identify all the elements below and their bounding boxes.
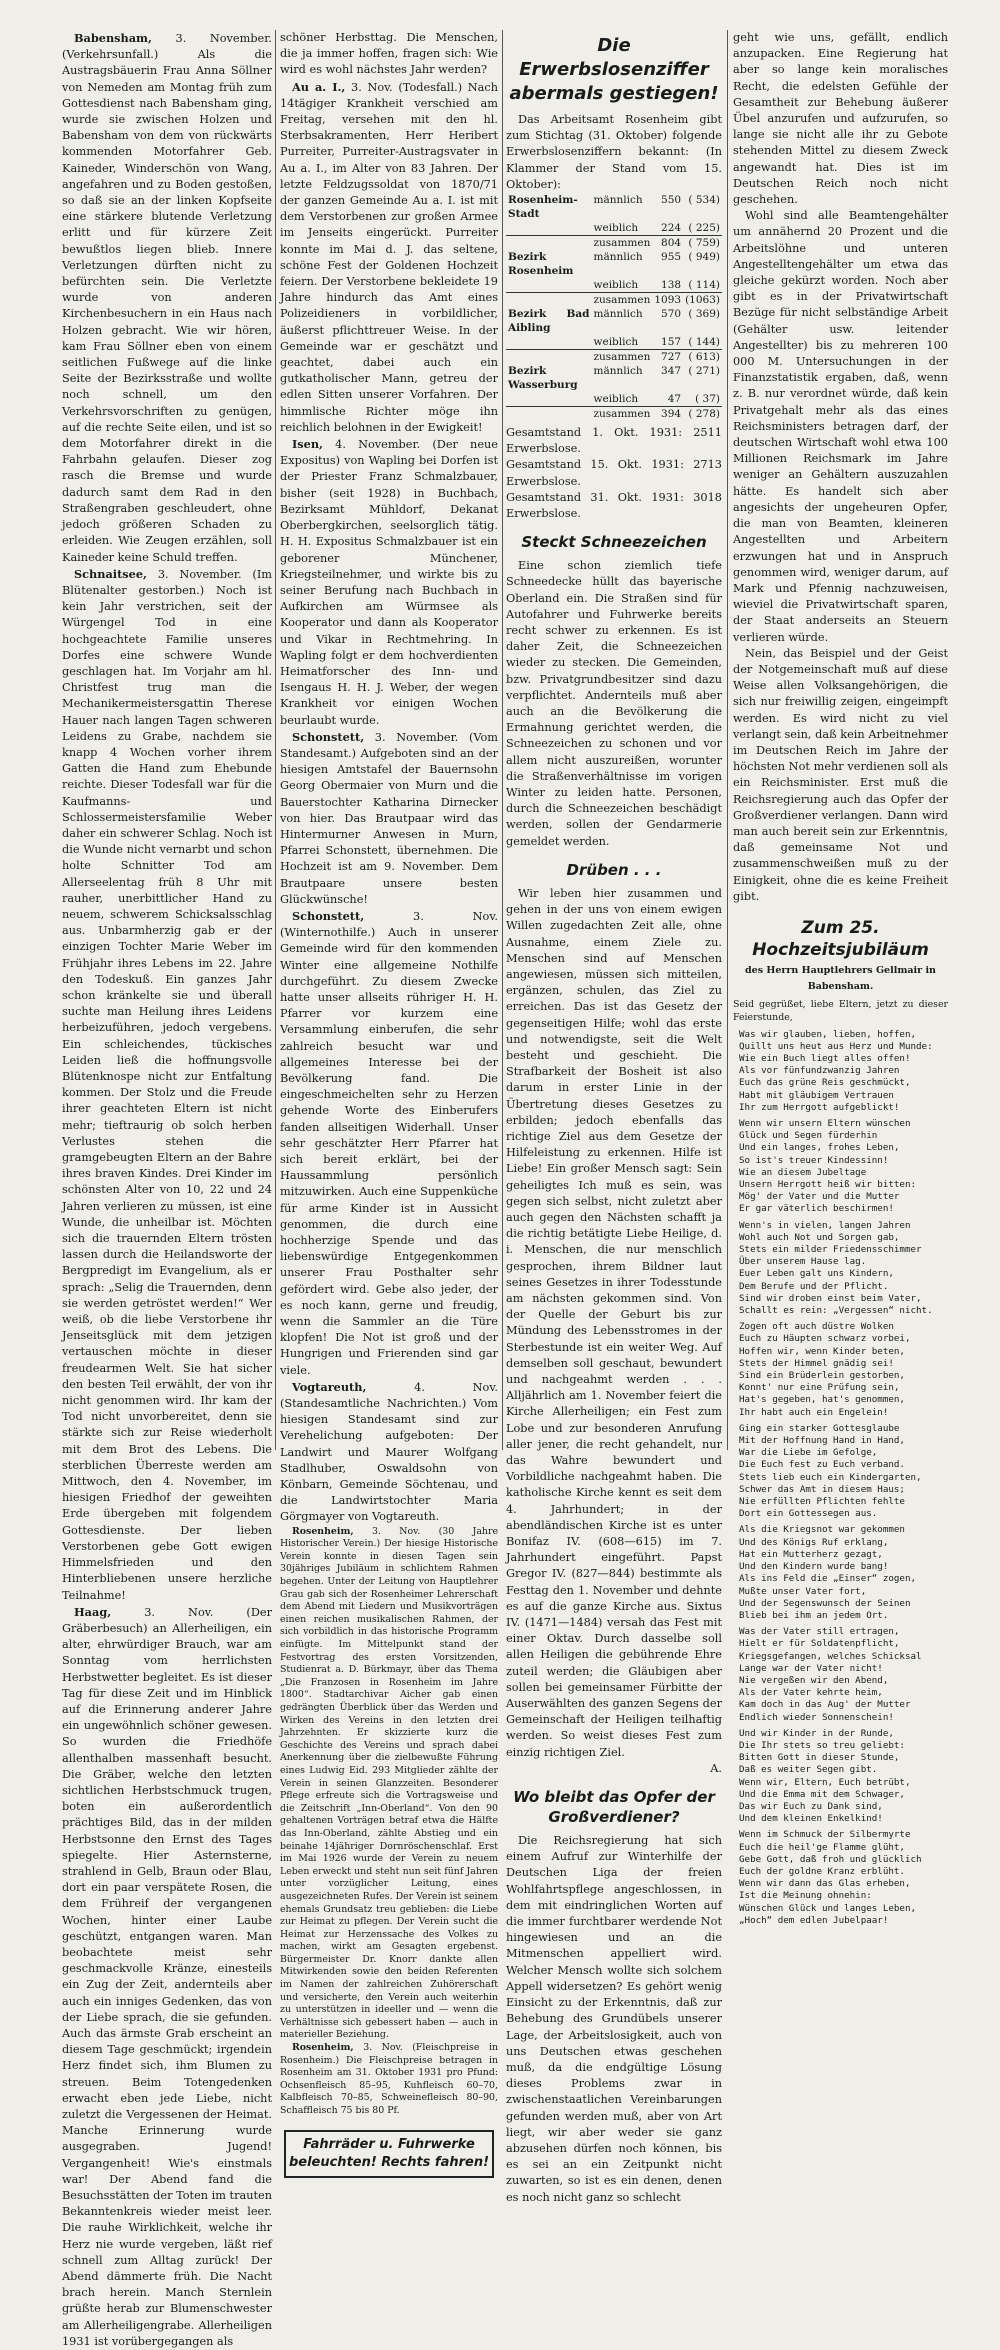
stats-sum-cell: 394	[652, 407, 683, 422]
column-rule	[502, 30, 503, 1450]
article-continuation: geht wie uns, gefällt, endlich anzupacken. Eine Regierung hat aber so lange kein moralisches Recht, die edelsten Gefühle der Gesamtheit zur Behebung äußerer Übel anzurufen und aufzurufen, so lange sie nicht alle ihr zu Gebote stehenden Mittel zu diesem Zweck angewandt hat. Dies ist im Deutschen Reich noch nicht geschehen.	[733, 31, 948, 207]
stats-place: Bezirk Bad Aibling	[508, 308, 590, 335]
stats-sum-row	[506, 350, 722, 365]
article-paragraph: Nein, das Beispiel und der Geist der Notgemeinschaft muß auf diese Weise allen Volksangehörigen, die sich nur freiwillig zeigen, eingeimpft werden. Es wird nicht zu viel verlangt sein, daß kein Arbeitnehmer im Deutschen Reich im Jahre der höchsten Not mehr verdienen soll als ein Reichsminister. Erst muß die Reichsregierung auch das Opfer der Großverdiener verlangen. Dann wird man auch bereit sein zur Erkenntnis, daß gemeinsame Not und zusammenschweißen muß zu der Einigkeit, ohne die es keine Freiheit gibt.	[733, 646, 948, 903]
stats-cell: 157	[661, 336, 682, 349]
stats-place: Rosenheim-Stadt	[508, 194, 578, 221]
stats-sum-cell: ( 759)	[683, 236, 722, 251]
article-paragraph: Wohl sind alle Beamtengehälter um annähernd 20 Prozent und die Arbeitslöhne und unteren Angestelltengehälter um etwa das gleiche gekürzt worden. Noch aber gibt es in der Privatwirtschaft Bezüge für nicht selbständige Arbeit (Gehälter usw. leitender Angestellter) bis zu mehreren 100 000 M. Untersuchungen in der Finanzstatistik ergaben, daß, wenn z. B. nur verordnet würde, daß kein Privatgehalt mehr als das eines Reichsministers betragen darf, der deutschen Wirtschaft wohl etwa 100 Millionen Reichsmark im Jahre weniger an Gehältern auszuzahlen hätte. Es handelt sich aber angesichts der ungeheuren Opfer, die man von Beamten, kleineren Angestellten und Arbeitern erzwungen hat und in Anspruch genommen wird, weniger darum, auf Mark und Pfennig nachzuweisen, wieviel die Privatwirtschaft sparen, der Staat anderseits an Steuern verlieren würde.	[733, 209, 948, 644]
stats-cell: weiblich	[593, 393, 639, 406]
article-text: 3. Nov. (Todesfall.) Nach 14tägiger Krankheit verschied am Freitag, versehen mit den hl. Sterbsakramenten, Herr Heribert Purreiter, Purreiter-Austragsvater in Au a. I., im Alter von 83 Jahren. Der letzte Feldzugssoldat von 1870/71 der ganzen Gemeinde Au a. I. ist mit dem Verstorbenen zur großen Armee im Jenseits eingerückt. Purreiter konnte im Mai d. J. das seltene, schöne Fest der Goldenen Hochzeit feiern. Der Verstorbene bekleidete 19 Jahre hindurch das Amt eines Polizeidieners in vorbildlicher, äußerst pflichttreuer Weise. In der Gemeinde war er geschätzt und geachtet, dabei auch ein gutkatholischer Mann, getreu der edlen Sitten unserer Vorfahren. Der himmlische Richter möge ihn reichlich belohnen in der Ewigkeit!	[280, 80, 498, 434]
article-continuation: schöner Herbsttag. Die Menschen, die ja immer hoffen, fragen sich: Wie wird es wohl nächstes Jahr werden?	[280, 31, 498, 77]
total-line: Gesamtstand 1. Okt. 1931: 2511 Erwerbslose.	[506, 426, 722, 456]
poem-stanza: Was der Vater still ertragen, Hielt er für Soldatenpflicht, Kriegsgefangen, welches Schicksal Lange war der Vater nicht! Nie vergeßen wir den Abend, Als der Vater kehrte heim, Kam doch in das Aug' der Mutter Endlich wieder Sonnenschein!	[739, 1626, 922, 1723]
dateline: Isen,	[292, 437, 323, 452]
stats-sum-row	[506, 407, 722, 422]
totals	[506, 425, 722, 522]
stats-sum-cell: zusammen	[593, 408, 651, 421]
dateline: Au a. I.,	[292, 79, 346, 94]
article-schonstett-standesamt	[280, 729, 498, 908]
stats-row	[506, 307, 722, 335]
article-text: 4. Nov. (Standesamtliche Nachrichten.) Vom hiesigen Standesamt sind zur Verehelichung aufgeboten: Der Landwirt und Maurer Wolfgang Stadlhuber, Oswaldsohn von Könbarn, Gemeinde Söchtenau, und die Landwirtstochter Maria Görgmayer von Vogtareuth.	[280, 1380, 498, 1524]
stats-row	[506, 364, 722, 392]
stats-place	[506, 236, 592, 251]
article-text: 3. November. (Im Blütenalter gestorben.) Noch ist kein Jahr verstrichen, seit der Würgengel Tod in eine hochgeachtete Familie unseres Dorfes eine schwere Wunde geschlagen hat. Im Vorjahr am hl. Christfest trug man die Mechanikermeistersgattin Therese Hauer nach langen Tagen schweren Leidens zu Grabe, nachdem sie knapp 4 Wochen vorher ihrem Gatten die Hand zum Ehebunde reichte. Dieser Todesfall war für die Kaufmanns- und Schlossermeistersfamilie Weber daher ein schwerer Schlag. Noch ist die Wunde nicht vernarbt und schon holte Schnitter Tod am Allerseelentag früh 8 Uhr mit rauher, unerbittlicher Hand zu neuem, schwerem Schicksalsschlag aus. Unbarmherzig gab er der einzigen Tochter Marie Weber im Frühjahr ihres Lebens im 22. Jahre den Todeskuß. Ein ganzes Jahr schon kränkelte sie und überall suchte man Heilung ihres Leidens herbeizuführen, jedoch vergebens. Ein schleichendes, tückisches Leiden ließ die hoffnungsvolle Blütenknospe nicht zur Entfaltung kommen. Der Stolz und die Freude ihrer geachteten Eltern ist nicht mehr; tieftraurig ob solch herben Verlustes stehen die gramgebeugten Eltern an der Bahre ihres braven Kindes. Drei Kinder im schönsten Alter von 10, 22 und 24 Jahren verlieren zu müssen, ist eine Wunde, die unheilbar ist. Möchten sich die trauernden Eltern trösten lassen durch die Heilandsworte der Bergpredigt im Evangelium, als er sprach: „Selig die Trauernden, denn sie werden getröstet werden!“ Wer weiß, ob die liebe Verstorbene ihr Jenseitsglück mit dem jetzigen vertauschen möchte in dieser freudearmen Welt. Sie hat sicher den besten Teil erwählt, der von ihr nicht genommen wird. Ihr kam der Tod nicht unvorbereitet, denn sie stärkte sich zur Reise wiederholt mit dem Brot des Lebens. Die sterblichen Überreste werden am Mittwoch, den 4. November, im hiesigen Friedhof der geweihten Erde übergeben mit folgendem Gottesdienste. Der lieben Verstorbenen gebe Gott ewigen Himmelsfrieden und den Hinterbliebenen unsere herzliche Teilnahme!	[62, 567, 272, 1602]
article-fleischpreise	[280, 2042, 498, 2118]
poem-stanza: Und wir Kinder in der Runde, Die Ihr stets so treu geliebt: Bitten Gott in dieser Stunde, Daß es weiter Segen gibt. Wenn wir, Eltern, Euch betrübt, Und die Emma mit dem Schwager, Das wir Euch zu Dank sind, Und dem kleinen Enkelkind!	[739, 1727, 911, 1825]
article-opfer: Die Reichsregierung hat sich einem Aufruf zur Winterhilfe der Deutschen Liga der freien Wohlfahrtspflege angeschlossen, in dem mit eindringlichen Worten auf die immer furchtbarer werdende Not hingewiesen und an die Mitmenschen appelliert wird. Welcher Mensch wollte sich solchem Appell widersetzen? Es gehört wenig Einsicht zu der Erkenntnis, daß zur Behebung des Grundübels unserer Lage, der Arbeitslosigkeit, auch von uns Deutschen etwas geschehen muß, da die endgültige Lösung dieses Problems zwar in zwischenstaatlichen Vereinbarungen gefunden werden muß, aber von Art liegt, wir aber weder sie ganz abzusehen dürfen noch können, bis es sei an ein Zeitpunkt nicht zuwarten, so ist es ein denen, denen es noch nicht ganz so schlecht	[506, 1834, 722, 2204]
stats-sum-cell: zusammen	[593, 294, 651, 307]
stats-place	[506, 350, 592, 365]
stats-cell: ( 114)	[688, 279, 720, 292]
article-text: 3. Nov. (30 Jahre Historischer Verein.) Der hiesige Historische Verein konnte in diesen Tagen sein 30jähriges Jubiläum in schlichtem Rahmen begehen. Unter der Leitung von Hauptlehrer Grau gab sich der Rosenheimer Lehrerschaft dem Abend mit Liedern und Musikvorträgen einen reichen musikalischen Rahmen, der sich vorbildlich in das historische Programm einfügte. Im Mittelpunkt stand der Festvortrag des ersten Vorsitzenden, Studienrat a. D. Bürkmayr, über das Thema „Die Franzosen in Rosenheim im Jahre 1800“. Stadtarchivar Aicher gab einen gedrängten Überblick über das Werden und Wirken des Vereins in den letzten drei Jahrzehnten. Er skizzierte kurz die Geschichte des Vereins und sprach dabei Anerkennung über die zielbewußte Führung eines Ludwig Eid. 293 Mitglieder zählte der Verein in seinen Glanzzeiten. Besonderer Pflege erfreute sich die Vortragsweise und die Zeitschrift „Inn-Oberland“. Von den 90 gehaltenen Vorträgen betraf etwa die Hälfte das Inn-Oberland, zählte Abstieg und ein beinahe 14jähriger Dornröschenschlaf. Erst im Mai 1926 wurde der Verein zu neuem Leben erweckt und steht nun seit fünf Jahren unter vorzüglicher Leitung, eines ausgezeichneten Rufes. Der Verein ist seinem ehemals Grundsatz treu geblieben: die Liebe zur Heimat zu pflegen. Der Verein sucht die Heimat zur Herzenssache des Volkes zu machen, wirkt am Gesagten ergebenst. Bürgermeister Dr. Knorr dankte allen Mitwirkenden sowie den beiden Referenten im Namen der zahlreichen Zuhörerschaft und versicherte, den Verein auch weiterhin zu unterstützen in ideeller und — wenn die Verhältnisse sich gebessert haben — auch in materieller Beziehung.	[280, 1525, 498, 2041]
stats-place: Bezirk Wasserburg	[508, 365, 578, 392]
stats-sum-cell: zusammen	[593, 237, 651, 250]
stats-cell: 550	[661, 194, 682, 207]
poem-stanza: Ging ein starker Gottesglaube Mit der Hoffnung Hand in Hand, War die Liebe im Gefolge, Die Euch fest zu Euch verband. Stets lieb euch ein Kindergarten, Schwer das Amt in diesem Haus; Nie erfüllten Pflichten fehlte Dort ein Gottessegen aus.	[739, 1422, 922, 1520]
dateline: Haag,	[74, 1604, 112, 1619]
article-haag	[62, 1604, 272, 2350]
stats-cell: männlich	[593, 365, 643, 378]
headline-opfer: Wo bleibt das Opfer der Großverdiener?	[513, 1788, 715, 1827]
total-line: Gesamtstand 31. Okt. 1931: 3018 Erwerbslose.	[506, 490, 722, 521]
article-drueben: Wir leben hier zusammen und gehen in der uns von einem ewigen Willen zugedachten Zeit alle, ohne Ausnahme, einem Ziele zu. Menschen sind auf Menschen angewiesen, müssen sich mitteilen, ergänzen, schulen, das Ziel zu erreichen. Das ist das Gesetz der gegenseitigen Hilfe; wohl das erste und notwendigste, seit die Welt besteht und geschieht. Die Strafbarkeit der Bosheit ist also darum in erster Linie in der Übertretung dieses Gesetzes zu erbilden; jedoch ebenfalls das richtige Ziel aus dem Gesetze der Hilfeleistung zu erkennen. Hilfe ist Liebe! Ein großer Mensch sagt: Sein geheiligtes Ich muß es sein, was gegen sich selbst, nicht zuletzt aber auch gegen den Nächsten schafft ja die richtig betätigte Liebe Heilige, d. i. Menschen, die nur menschlich gesprochen, ihrem Bildner laut seines Gesetzes in ihrer Todesstunde am nächsten gekommen sind. Von der Quelle der Geburt bis zur Mündung des Lebensstromes in der Sterbestunde ist ein weiter Weg. Auf demselben soll geschaut, bewundert und nachgeahmt werden . . . Alljährlich am 1. November feiert die Kirche Allerheiligen; ein Fest zum Lobe und zur besonderen Anrufung aller jener, die recht gehandelt, nur das Wahre bewundert und Vorbildliche nachgeahmt haben. Die katholische Kirche kennt es seit dem 4. Jahrhundert; in der abendländischen Kirche ist es unter Bonifaz IV. (608—615) im 7. Jahrhundert eingeführt. Papst Gregor IV. (827—844) bestimmte als Festtag den 1. November und dehnte es auf die ganze Kirche aus. Sixtus IV. (1471—1484) versah das Fest mit einer Oktav. Durch dasselbe soll allen Heiligen die gebührende Ehre zuteil werden; die Gläubigen aber sollen bei gemeinsamer Fürbitte der Auserwählten des ganzen Segens der Gemeinschaft der Heiligen teilhaftig werden. So weist dieses Fest zum einzig richtigen Ziel.	[506, 886, 722, 1759]
stats-sum-row	[506, 293, 722, 308]
stats-place	[506, 221, 592, 236]
stats-row	[506, 250, 722, 278]
stats-cell: männlich	[593, 251, 643, 264]
dateline: Rosenheim,	[292, 2042, 354, 2054]
stats-row	[506, 392, 722, 407]
stats-place	[506, 407, 592, 422]
column-2	[280, 30, 498, 2190]
stats-cell: 224	[661, 222, 682, 235]
stats-cell: ( 225)	[688, 222, 720, 235]
stats-place	[506, 335, 592, 350]
stats-cell: ( 144)	[688, 336, 720, 349]
headline-schneezeichen: Steckt Schneezeichen	[521, 533, 707, 552]
stats-cell: ( 369)	[688, 308, 720, 321]
stats-place	[506, 293, 592, 308]
stats-sum-row	[506, 236, 722, 251]
unemployment-table	[506, 193, 722, 421]
poem-stanza: Wenn's in vielen, langen Jahren Wohl auch Not und Sorgen gab, Stets ein milder Friedensschimmer Über unserem Hause lag. Euer Leben galt uns Kindern, Dem Berufe und der Pflicht. Sind wir droben einst beim Vater, Schallt es rein: „Vergessen“ nicht.	[739, 1219, 933, 1317]
article-text: 3. November. (Verkehrsunfall.) Als die Austragsbäuerin Frau Anna Söllner von Nemeden am Montag früh zum Gottesdienst nach Babensham ging, wurde sie zwischen Holzen und Babensham von dem von rückwärts kommenden Motorfahrer Geb. Kaineder, Winderschön von Wang, angefahren und zu Boden gestoßen, so daß sie an der linken Kopfseite eine stärkere blutende Verletzung erlitt und für kürzere Zeit bewußtlos liegen blieb. Innere Verletzungen dürften nicht zu befürchten sein. Die Verletzte wurde von anderen Kirchenbesuchern in ein Haus nach Holzen gebracht. Wie wir hören, kam Frau Söllner eben von einem seitlichen Fußwege auf die linke Seite der Bezirksstraße und wollte noch schnell, um den Verkehrsvorschriften zu genügen, auf die rechte Seite eilen, und ist so dem Motorfahrer direkt in die Fahrbahn gelaufen. Dieser zog rasch die Bremse und wurde dadurch samt dem Rad in den Straßengraben geschleudert, ohne jedoch größeren Schaden zu erleiden. Wie Zeugen erzählen, soll Kaineder keine Schuld treffen.	[62, 32, 272, 564]
stats-sum-cell: 727	[652, 350, 683, 365]
article-schneezeichen: Eine schon ziemlich tiefe Schneedecke hüllt das bayerische Oberland ein. Die Straßen sind für Autofahrer und Fuhrwerke bereits recht schwer zu erkennen. Es ist daher Zeit, die Schneezeichen wieder zu stecken. Die Gemeinden, bzw. Privatgrundbesitzer sind dazu verpflichtet. Andernteils muß aber auch an die Bevölkerung die Ermahnung gerichtet werden, die Schneezeichen zu schonen und vor allem nicht auszureißen, worunter die Straßenverhältnisse im vorigen Winter zu leiden hatte. Personen, durch die Schneezeichen beschädigt werden, sollen der Gendarmerie gemeldet werden.	[506, 559, 722, 848]
headline-jubilaeum: Zum 25. Hochzeitsjubiläum	[752, 917, 929, 960]
column-4	[733, 30, 948, 1931]
stats-place	[506, 278, 592, 293]
total-line: Gesamtstand 15. Okt. 1931: 2713 Erwerbslose.	[506, 458, 722, 488]
dateline: Vogtareuth,	[292, 1379, 367, 1394]
column-rule	[727, 30, 728, 1450]
poem-stanza: Was wir glauben, lieben, hoffen, Quillt uns heut aus Herz und Munde: Wie ein Buch liegt alles offen! Als vor fünfundzwanzig Jahren Euch das grüne Reis geschmückt, Habt mit gläubigem Vertrauen Ihr zum Herrgott aufgeblickt!	[739, 1028, 933, 1113]
stats-cell: ( 949)	[688, 251, 720, 264]
article-text: 3. November. (Vom Standesamt.) Aufgeboten sind an der hiesigen Amtstafel der Bauernsohn Georg Obermaier von Murn und die Bauerstochter Katharina Dirnecker von hier. Das Brautpaar wird das Hintermurner Anwesen in Murn, Pfarrei Schonstett, übernehmen. Die Hochzeit ist am 9. November. Dem Brautpaare unsere besten Glückwünsche!	[280, 730, 498, 906]
poem-stanza: Als die Kriegsnot war gekommen Und des Königs Ruf erklang, Hat ein Mutterherz gezagt, Und den Kindern wurde bang! Als ins Feld die „Einser“ zogen, Mußte unser Vater fort, Und der Segenswunsch der Seinen Blieb bei ihm an jedem Ort.	[739, 1524, 917, 1621]
stats-sum-cell: ( 278)	[683, 407, 722, 422]
article-vogtareuth	[280, 1379, 498, 1526]
article-isen	[280, 436, 498, 729]
poem	[733, 1029, 948, 1927]
headline-erwerbslosenziffer: Die Erwerbslosenziffer abermals gestiegen!	[509, 35, 719, 104]
dateline: Babensham,	[74, 31, 152, 45]
author-signature: A.	[710, 1761, 722, 1775]
article-au	[280, 79, 498, 436]
article-historischer-verein	[280, 1526, 498, 2042]
stats-sum-cell: 804	[652, 236, 683, 251]
dateline: Schonstett,	[292, 908, 365, 923]
stats-cell: weiblich	[593, 279, 639, 292]
article-text: 3. Nov. (Fleischpreise in Rosenheim.) Die Fleischpreise betragen in Rosenheim am 31. Oktober 1931 pro Pfund: Ochsenfleisch 85–95, Kuhfleisch 60–70, Kalbfleisch 70–85, Schweinefleisch 80–90, Schaffleisch 75 bis 80 Pf.	[280, 2042, 498, 2116]
stats-row	[506, 221, 722, 236]
dateline: Schonstett,	[292, 729, 365, 744]
stats-sum-cell: 1093	[654, 294, 682, 307]
stats-place: Bezirk Rosenheim	[508, 251, 574, 278]
poem-stanza: Zogen oft auch düstre Wolken Euch zu Häupten schwarz vorbei, Hoffen wir, wenn Kinder beten, Stets der Himmel gnädig sei! Sind ein Brüderlein gestorben, Konnt' nur eine Prüfung sein, Hat's gegeben, hat's genommen, Ihr habt auch ein Engelein!	[739, 1321, 911, 1418]
stats-cell: ( 271)	[688, 365, 720, 378]
stats-cell: 138	[661, 279, 682, 292]
stats-row	[506, 193, 722, 221]
stats-cell: 955	[661, 251, 682, 264]
column-1	[62, 30, 272, 2350]
dateline: Rosenheim,	[292, 1525, 354, 1537]
stats-intro: Das Arbeitsamt Rosenheim gibt zum Stichtag (31. Oktober) folgende Erwerbslosenziffern bekannt: (In Klammer der Stand vom 15. Oktober):	[506, 113, 722, 191]
article-schonstett-winternothilfe	[280, 908, 498, 1379]
stats-sum-cell: zusammen	[593, 351, 651, 364]
article-text: 3. Nov. (Der Gräberbesuch) an Allerheiligen, ein alter, ehrwürdiger Brauch, war am Sonntag vom herrlichsten Herbstwetter begleitet. Es ist dieser Tag für diese Zeit und im Hinblick auf die Erinnerung anderer Jahre ein ungewöhnlich schöner gewesen. So wurden die Friedhöfe allenthalben massenhaft besucht. Die Gräber, welche den letzten sichtlichen Herbstschmuck trugen, boten ein außerordentlich prächtiges Bild, das in der milden Herbstsonne den Ernst des Tages spiegelte. Hier Asternsterne, strahlend in Gelb, Braun oder Blau, dort ein paar verspätete Rosen, die dem Frühreif der vergangenen Wochen, hinter einer Laube geschützt, entgangen waren. Man beobachtete meist sehr geschmackvolle Kränze, einesteils ein Zug der Zeit, andernteils aber auch ein inniges Gedenken, das von der Liebe sprach, die sie gefunden. Auch das ärmste Grab erscheint an diesem Tage geschmückt; irgendein Herz findet sich, ihm Blumen zu streuen. Beim Totengedenken erwacht eben jede Liebe, nicht zuletzt die Vergessenen der Heimat. Manche Erinnerung wurde ausgegraben. Jugend! Vergangenheit! Wie's einstmals war! Der Abend fand die Besuchsstätten der Toten im trauten Bekanntenkreis wieder meist leer. Die rauhe Wirklichkeit, welche ihr Herz nie wurde vergeben, läßt rief schnell zum Alltag zurück! Der Abend dämmerte früh. Die Nacht brach herein. Manch Sternlein grüßte herab zur Blumenschwester am Allerheiligengrabe. Allerheiligen 1931 ist vorübergegangen als	[62, 1605, 272, 2348]
stats-cell: 347	[661, 365, 682, 378]
stats-cell: ( 37)	[695, 393, 720, 406]
poem-stanza: Wenn im Schmuck der Silbermyrte Euch die heil'ge Flamme glüht, Gebe Gott, daß froh und glücklich Euch der goldne Kranz erblüht. Wenn wir dann das Glas erheben, Ist die Meinung ohnehin: Wünschen Glück und langes Leben, „Hoch“ dem edlen Jubelpaar!	[739, 1829, 922, 1926]
jubilaeum-subtitle: des Herrn Hauptlehrers Gellmair in Babensham.	[745, 964, 936, 993]
article-schnaitsee	[62, 566, 272, 1604]
stats-place	[506, 392, 592, 407]
dateline: Schnaitsee,	[74, 566, 147, 581]
stats-row	[506, 335, 722, 350]
stats-cell: 570	[661, 308, 682, 321]
stats-cell: männlich	[593, 194, 643, 207]
stats-cell: weiblich	[593, 222, 639, 235]
stats-sum-cell: ( 613)	[683, 350, 722, 365]
stats-cell: weiblich	[593, 336, 639, 349]
poem-stanza: Wenn wir unsern Eltern wünschen Glück und Segen fürderhin Und ein langes, frohes Leben, So ist's treuer Kindessinn! Wie an diesem Jubeltage Unsern Herrgott heiß wir bitten: Mög' der Vater und die Mutter Er gar väterlich beschirmen!	[739, 1117, 917, 1215]
column-3	[506, 30, 722, 2206]
advertisement-box: Fahrräder u. Fuhrwerke beleuchten! Rechts fahren!	[284, 2130, 494, 2178]
article-babensham	[62, 30, 272, 566]
article-text: 3. Nov. (Winternothilfe.) Auch in unserer Gemeinde wird für den kommenden Winter eine allgemeine Nothilfe durchgeführt. Zu diesem Zwecke hatte unser allseits rühriger H. H. Pfarrer vor kurzem eine Versammlung einberufen, die sehr zahlreich besucht war und allgemeines Interesse bei der Bevölkerung fand. Die eingeschmeichelten sehr zu Herzen gehende Worte des Einberufers fanden allseitigen Widerhall. Unser sehr geschätzter Herr Pfarrer hat sich bereit erklärt, bei der Haussammlung persönlich mitzuwirken. Auch eine Suppenküche für arme Kinder ist in Aussicht genommen, die durch eine hochherzige Spende und das liebenswürdige Entgegenkommen unserer Frau Posthalter sehr gefördert wird. Gebe also jeder, der es noch kann, gerne und freudig, wenn die Sammler an die Türe klopfen! Die Not ist groß und der Hungrigen und Frierenden sind gar viele.	[280, 909, 498, 1377]
stats-cell: 47	[667, 393, 682, 406]
jubilaeum-greeting: Seid gegrüßet, liebe Eltern, jetzt zu dieser Feierstunde,	[733, 999, 948, 1023]
headline-drueben: Drüben . . .	[566, 860, 662, 879]
stats-cell: männlich	[593, 308, 643, 321]
article-text: 4. November. (Der neue Expositus) von Wapling bei Dorfen ist der Priester Franz Schmalzbauer, bisher (seit 1928) in Buchbach, Bezirksamt Mühldorf, Dekanat Oberbergkirchen, seelsorglich tätig. H. H. Expositus Schmalzbauer ist ein geborener Münchener, Kriegsteilnehmer, und wirkte bis zu seiner Berufung nach Buchbach in Aufkirchen am Würmsee als Kooperator und dann als Kooperator und Vikar in Rechtmehring. In Wapling folgt er dem hochverdienten Heimatforscher des Inn- und Isengaus H. H. J. Weber, der wegen Krankheit vor einigen Wochen beurlaubt wurde.	[280, 438, 498, 727]
stats-sum-cell: (1063)	[685, 294, 720, 307]
stats-cell: ( 534)	[688, 194, 720, 207]
stats-row	[506, 278, 722, 293]
column-rule	[275, 30, 276, 1450]
